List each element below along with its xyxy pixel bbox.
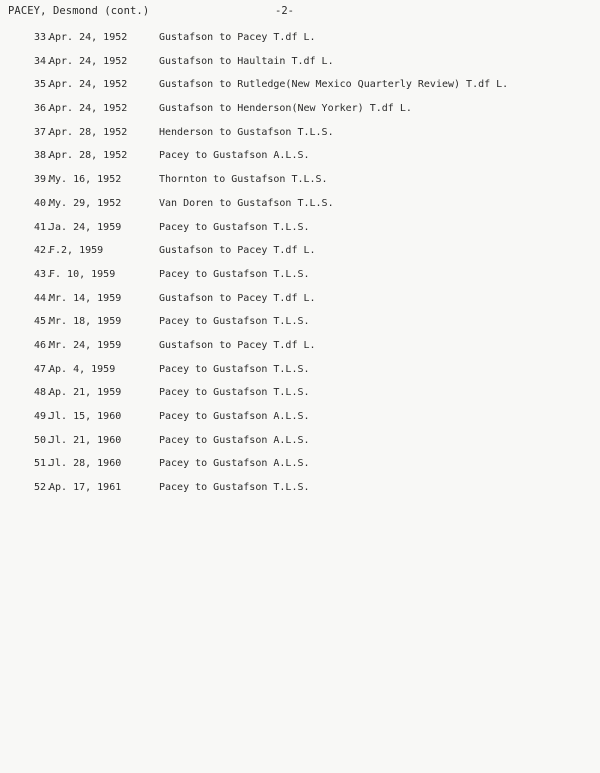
list-item xyxy=(34,32,584,56)
entry-date: Ap. 21, 1959 xyxy=(49,387,122,399)
entry-description: Pacey to Gustafson T.L.S. xyxy=(159,387,310,399)
list-item xyxy=(34,174,584,198)
entry-description: Gustafson to Rutledge(New Mexico Quarterly Review) T.df L. xyxy=(159,79,509,91)
list-item xyxy=(34,387,584,411)
entry-date: My. 16, 1952 xyxy=(49,174,122,186)
entry-number: 35. xyxy=(34,79,53,91)
entry-description: Thornton to Gustafson T.L.S. xyxy=(159,174,328,186)
entry-number: 51. xyxy=(34,458,53,470)
entry-date: Jl. 15, 1960 xyxy=(49,411,122,422)
entry-description: Gustafson to Henderson(New Yorker) T.df L. xyxy=(159,103,412,115)
list-item xyxy=(34,458,584,482)
entry-number: 37. xyxy=(34,126,53,138)
entry-date: Mr. 24, 1959 xyxy=(49,339,122,351)
entry-number: 39. xyxy=(34,174,53,186)
entry-date: Ap. 17, 1961 xyxy=(49,482,122,494)
entry-number: 42. xyxy=(34,245,53,257)
entry-date: My. 29, 1952 xyxy=(49,197,122,209)
entry-number: 44. xyxy=(34,292,53,304)
entry-date: Mr. 18, 1959 xyxy=(49,316,122,328)
entry-date: F.2, 1959 xyxy=(49,245,104,257)
entry-description: Pacey to Gustafson T.L.S. xyxy=(159,482,310,494)
list-item xyxy=(34,293,584,317)
document-title: PACEY, Desmond (cont.) xyxy=(8,5,150,17)
entry-description: Pacey to Gustafson T.L.S. xyxy=(159,316,310,328)
entry-description: Gustafson to Pacey T.df L. xyxy=(159,339,316,351)
entry-number: 46. xyxy=(34,339,53,351)
entry-description: Pacey to Gustafson A.L.S. xyxy=(159,434,310,446)
correspondence-list xyxy=(34,32,584,506)
list-item xyxy=(34,316,584,340)
entry-description: Pacey to Gustafson A.L.S. xyxy=(159,150,310,162)
entry-description: Pacey to Gustafson A.L.S. xyxy=(159,458,310,470)
list-item xyxy=(34,198,584,222)
entry-date: Apr. 28, 1952 xyxy=(49,126,128,138)
list-item xyxy=(34,364,584,388)
entry-description: Pacey to Gustafson A.L.S. xyxy=(159,411,310,422)
entry-number: 50. xyxy=(34,434,53,446)
entry-number: 38. xyxy=(34,150,53,162)
list-item xyxy=(34,269,584,293)
entry-description: Van Doren to Gustafson T.L.S. xyxy=(159,197,334,209)
entry-number: 48. xyxy=(34,387,53,399)
entry-date: Ap. 4, 1959 xyxy=(49,363,116,375)
list-item xyxy=(34,340,584,364)
entry-number: 41. xyxy=(34,221,53,233)
entry-description: Pacey to Gustafson T.L.S. xyxy=(159,268,310,280)
entry-number: 40. xyxy=(34,197,53,209)
entry-number: 36. xyxy=(34,103,53,115)
list-item xyxy=(34,56,584,80)
list-item xyxy=(34,127,584,151)
list-item xyxy=(34,103,584,127)
entry-date: Apr. 24, 1952 xyxy=(49,32,128,43)
list-item xyxy=(34,222,584,246)
list-item xyxy=(34,435,584,459)
list-item xyxy=(34,79,584,103)
entry-number: 52. xyxy=(34,482,53,494)
entry-description: Gustafson to Pacey T.df L. xyxy=(159,32,316,43)
entry-number: 45. xyxy=(34,316,53,328)
entry-date: Apr. 24, 1952 xyxy=(49,103,128,115)
list-item xyxy=(34,245,584,269)
entry-date: Jl. 28, 1960 xyxy=(49,458,122,470)
entry-description: Pacey to Gustafson T.L.S. xyxy=(159,221,310,233)
entry-date: Apr. 24, 1952 xyxy=(49,55,128,67)
page-number: -2- xyxy=(275,5,294,17)
entry-date: Apr. 28, 1952 xyxy=(49,150,128,162)
entry-date: Ja. 24, 1959 xyxy=(49,221,122,233)
entry-number: 34. xyxy=(34,55,53,67)
entry-date: Mr. 14, 1959 xyxy=(49,292,122,304)
entry-number: 47. xyxy=(34,363,53,375)
entry-date: F. 10, 1959 xyxy=(49,268,116,280)
entry-description: Gustafson to Pacey T.df L. xyxy=(159,245,316,257)
entry-description: Gustafson to Haultain T.df L. xyxy=(159,55,334,67)
entry-number: 43. xyxy=(34,268,53,280)
entry-number: 33. xyxy=(34,32,53,43)
entry-description: Henderson to Gustafson T.L.S. xyxy=(159,126,334,138)
entry-date: Jl. 21, 1960 xyxy=(49,434,122,446)
entry-date: Apr. 24, 1952 xyxy=(49,79,128,91)
list-item xyxy=(34,150,584,174)
entry-description: Gustafson to Pacey T.df L. xyxy=(159,292,316,304)
list-item xyxy=(34,482,584,506)
list-item xyxy=(34,411,584,435)
entry-number: 49. xyxy=(34,411,53,422)
entry-description: Pacey to Gustafson T.L.S. xyxy=(159,363,310,375)
